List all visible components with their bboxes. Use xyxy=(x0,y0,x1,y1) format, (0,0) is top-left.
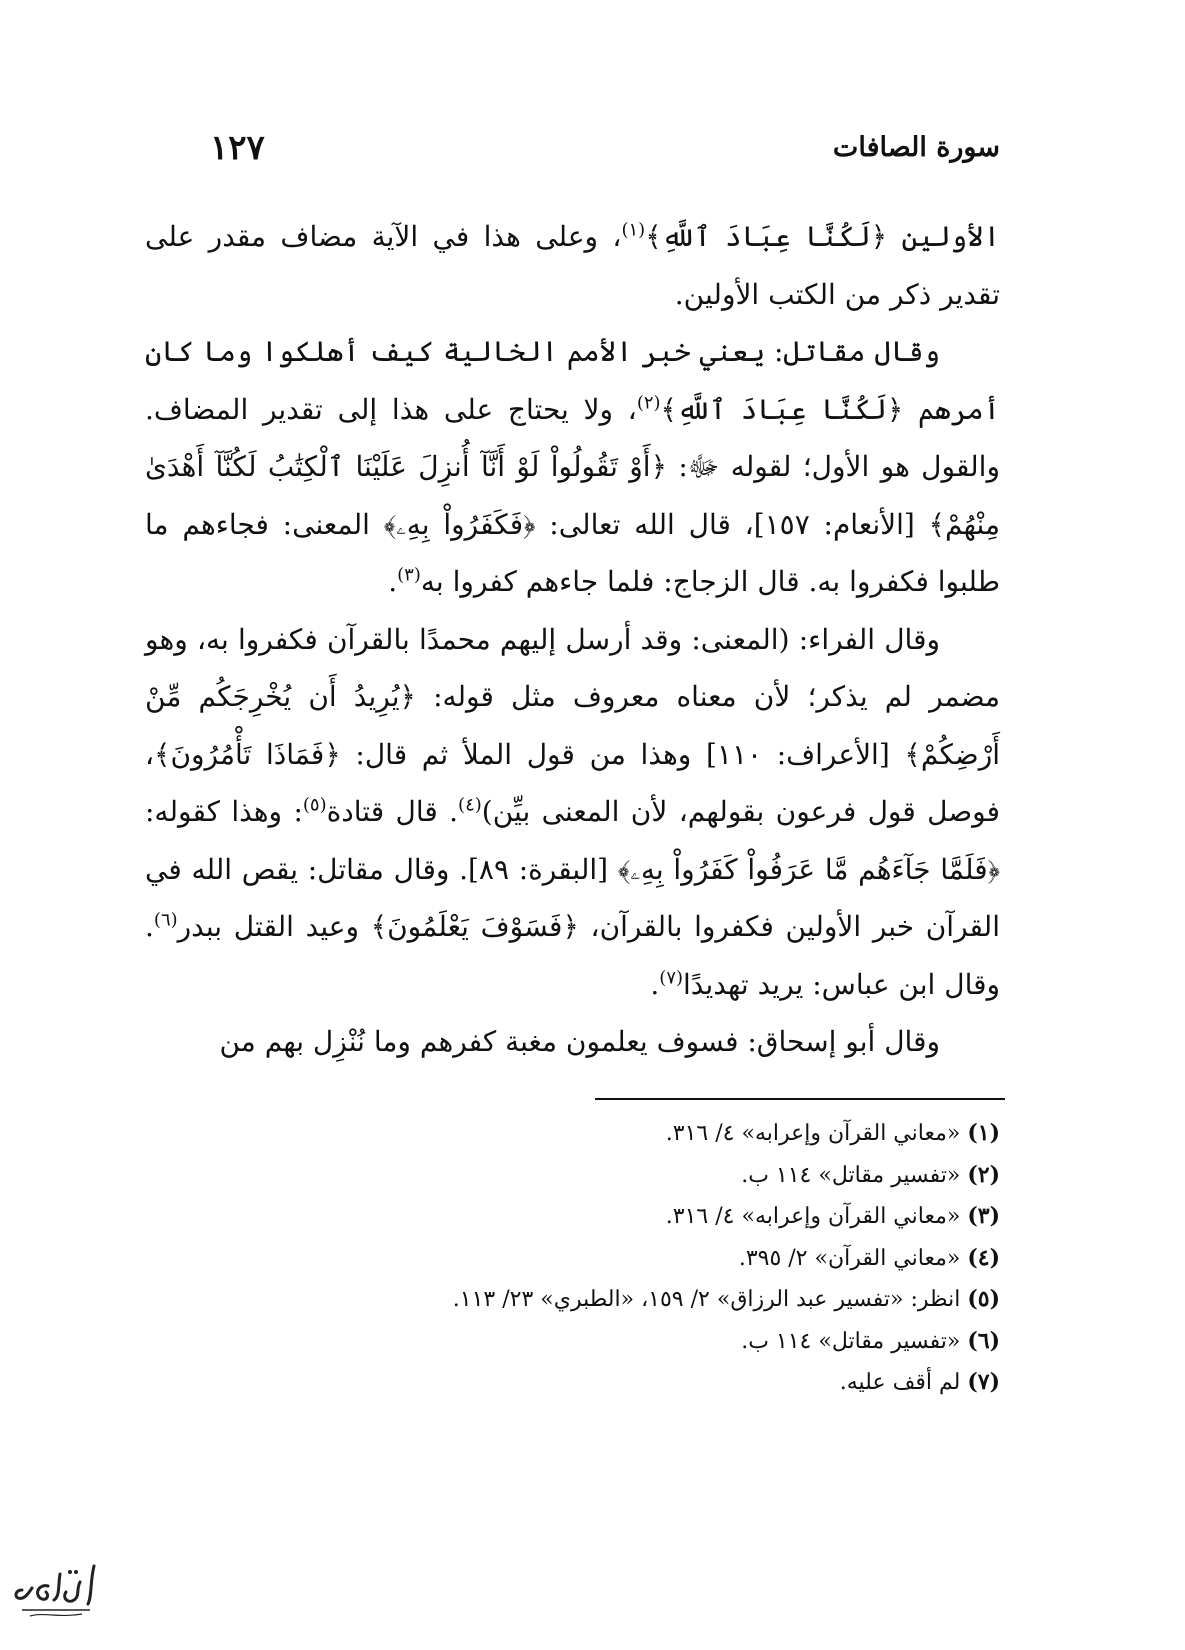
text-run: : وهذا كقوله: ﴿فَلَمَّا جَآءَهُم مَّا عَرَفُواْ كَفَرُواْ بِهِۦ﴾ [البقرة: ٨٩]. وقال مقاتل: يقص الله في القرآن خبر الأولين فكفروا بالقرآن، ﴿فَسَوْفَ يَعْلَمُونَ﴾ وعيد القتل ببدر xyxy=(145,795,1001,943)
text-run: الأولين ﴿لَكُنَّا عِبَادَ ٱللَّهِ﴾ xyxy=(645,220,1000,253)
footnote-text: «معاني القرآن» ٢/ ٣٩٥. xyxy=(738,1245,961,1271)
footnote-6 xyxy=(300,1321,1000,1363)
footnote-5 xyxy=(300,1279,1000,1321)
watermark-logo xyxy=(10,1552,102,1624)
footnote-7 xyxy=(300,1362,1000,1404)
footnote-number: (٤) xyxy=(967,1244,1000,1271)
footnote-text: «تفسير مقاتل» ١١٤ ب. xyxy=(741,1162,961,1188)
paragraph-1 xyxy=(145,208,1000,323)
footnote-4 xyxy=(300,1238,1000,1280)
paragraph-2 xyxy=(145,323,1000,611)
footnote-number: (٧) xyxy=(967,1369,1000,1395)
footnote-1 xyxy=(300,1113,1000,1155)
paragraph-3 xyxy=(145,611,1000,1014)
footnote-3 xyxy=(300,1196,1000,1238)
text-run: . قال قتادة xyxy=(326,795,459,828)
text-run: ، ولا يحتاج على هذا إلى تقدير المضاف. والقول هو الأول؛ لقوله ﷻ: ﴿أَوْ تَقُولُواْ لَوْ أَنَّآ أُنزِلَ عَلَيْنَا ٱلْكِتَٰبُ لَكُنَّآ أَهْدَىٰ مِنْهُمْ﴾ [الأنعام: ١٥٧]، قال الله تعالى: ﴿فَكَفَرُواْ بِهِۦ﴾ المعنى: فجاءهم ما طلبوا فكفروا به. قال الزجاج: فلما جاءهم كفروا به xyxy=(145,392,1001,598)
footnote-number: (١) xyxy=(967,1120,1000,1146)
footnote-number: (٣) xyxy=(967,1203,1000,1229)
footnote-number: (٢) xyxy=(967,1161,1000,1188)
footnote-text: انظر: «تفسير عبد الرزاق» ٢/ ١٥٩، «الطبري» ٢٣/ ١١٣. xyxy=(452,1287,961,1312)
footnote-text: لم أقف عليه. xyxy=(839,1370,961,1395)
footnote-ref-3: (٣) xyxy=(397,564,421,586)
footnote-ref-6: (٦) xyxy=(153,909,178,931)
footnote-text: «معاني القرآن وإعرابه» ٤/ ٣١٦. xyxy=(665,1204,961,1229)
text-run: ، وعلى هذا في الآية مضاف مقدر على تقدير ذكر من الكتب الأولين. xyxy=(145,220,1000,311)
footnote-ref-2: (٢) xyxy=(636,392,661,414)
text-run: . xyxy=(650,967,660,1001)
calligraphy-logo-icon xyxy=(10,1552,102,1624)
footnote-text: «تفسير مقاتل» ١١٤ ب. xyxy=(741,1328,961,1354)
page-number: ١٢٧ xyxy=(210,128,265,168)
footnote-ref-7: (٧) xyxy=(659,967,684,989)
footnote-number: (٥) xyxy=(967,1286,1000,1312)
text-run: . وقال ابن عباس: يريد تهديدًا xyxy=(145,910,1000,1001)
text-run: وقال أبو إسحاق: فسوف يعلمون مغبة كفرهم وما نُنْزِل بهم من xyxy=(219,1025,940,1058)
surah-title: سورة الصافات xyxy=(832,132,1000,163)
footnote-ref-5: (٥) xyxy=(302,794,327,816)
footnote-ref-4: (٤) xyxy=(458,794,482,816)
footnote-separator xyxy=(595,1098,1005,1100)
main-text xyxy=(145,208,1000,1071)
footnote-2 xyxy=(300,1155,1000,1197)
page-header xyxy=(210,118,1000,178)
text-run: وقال الفراء: (المعنى: وقد أرسل إليهم محمدًا بالقرآن فكفروا به، وهو مضمر لم يذكر؛ لأن معناه معروف مثل قوله: ﴿يُرِيدُ أَن يُخْرِجَكُم مِّنْ أَرْضِكُمْ﴾ [الأعراف: ١١٠] وهذا من قول الملأ ثم قال: ﴿فَمَاذَا تَأْمُرُونَ﴾، فوصل قول فرعون بقولهم، لأن المعنى بيِّن) xyxy=(145,622,1001,828)
footnote-text: «معاني القرآن وإعرابه» ٤/ ٣١٦. xyxy=(665,1121,961,1146)
text-run: وقال مقاتل: يعني خبر الأمم الخالية كيف أهلكوا وما كان أمرهم ﴿لَكُنَّا عِبَادَ ٱللَّهِ﴾ xyxy=(144,335,1001,426)
footnotes xyxy=(300,1113,1000,1404)
footnote-ref-1: (١) xyxy=(621,219,646,241)
footnote-number: (٦) xyxy=(967,1327,1000,1354)
paragraph-4 xyxy=(145,1013,1000,1071)
text-run: . xyxy=(388,565,398,598)
